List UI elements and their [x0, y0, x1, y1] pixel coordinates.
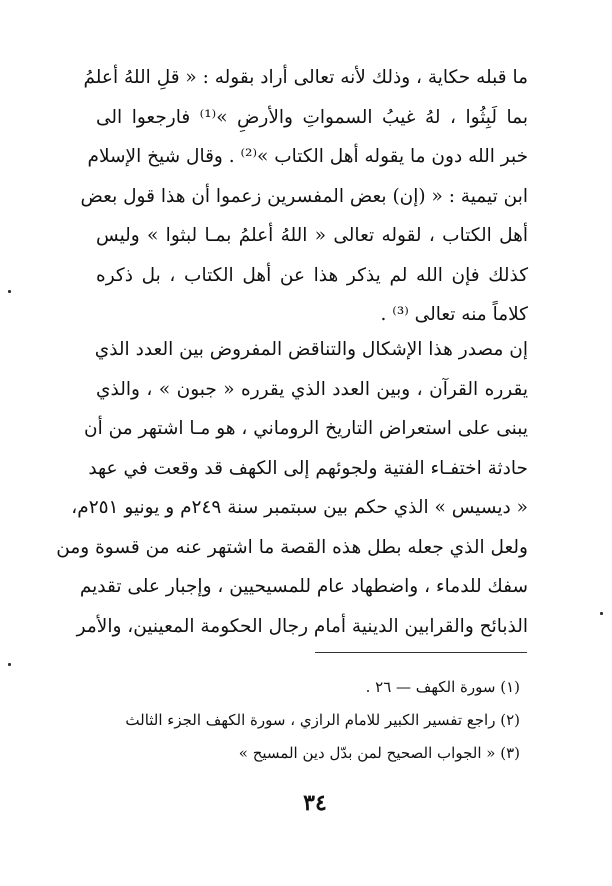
text-line: « ديسيس » الذي حكم بين سبتمبر سنة ٢٤٩م و يونيو ٢٥١م، [71, 497, 528, 518]
paragraph-1 [80, 58, 528, 335]
text-line: كذلك فإن الله لم يذكر هذا عن أهل الكتاب ، بل ذكره [96, 264, 528, 286]
text-line: أهل الكتاب ، لقوله تعالى « اللهُ أعلمُ بمـا لبثوا » وليس [96, 225, 528, 246]
page-number: ٣٤ [303, 790, 327, 816]
text-line: يقرره القرآن ، وبين العدد الذي يقرره « جبون » ، والذي [96, 378, 528, 400]
text-line: سفك للدماء ، واضطهاد عام للمسيحيين ، وإجبار على تقديم [79, 576, 528, 597]
scan-speck [8, 290, 11, 293]
footnote: (١) سورة الكهف — ٢٦ . [365, 678, 520, 696]
text-line: حادثة اختفـاء الفتية ولجوئهم إلى الكهف قد وقعت في عهد [88, 457, 528, 479]
text-line: يبنى على استعراض التاريخ الروماني ، هو مـا اشتهر من أن [84, 418, 528, 439]
text-line: خبر الله دون ما يقوله أهل الكتاب »⁽²⁾ . وقال شيخ الإسلام [87, 146, 528, 167]
text-line: الذبائح والقرابين الدينية أمام رجال الحكومة المعينين، والأمر [76, 615, 528, 637]
footnote: (٣) « الجواب الصحيح لمن بدّل دين المسيح » [238, 744, 520, 762]
footnote: (٢) راجع تفسير الكبير للامام الرازي ، سورة الكهف الجزء الثالث [125, 711, 520, 729]
text-line: ما قبله حكاية ، وذلك لأنه تعالى أراد بقوله : « قلِ اللهُ أعلمُ [83, 67, 528, 88]
paragraph-2 [56, 330, 528, 646]
footnotes [125, 671, 520, 770]
text-line: إن مصدر هذا الإشكال والتناقض المفروض بين العدد الذي [94, 339, 528, 360]
text-line: ولعل الذي جعله بطل هذه القصة ما اشتهر عنه من قسوة ومن [56, 536, 528, 558]
footnote-divider [315, 652, 527, 653]
scan-speck [8, 663, 11, 666]
text-line: بما لَبِثُوا ، لهُ غيبُ السمواتِ والأرضِ »⁽¹⁾ فارجعوا الى [96, 106, 528, 128]
text-line: كلاماً منه تعالى ⁽³⁾ . [380, 304, 528, 325]
text-line: ابن تيمية : « (إن) بعض المفسرين زعموا أن هذا قول بعض [80, 185, 528, 207]
scan-speck [600, 612, 603, 615]
